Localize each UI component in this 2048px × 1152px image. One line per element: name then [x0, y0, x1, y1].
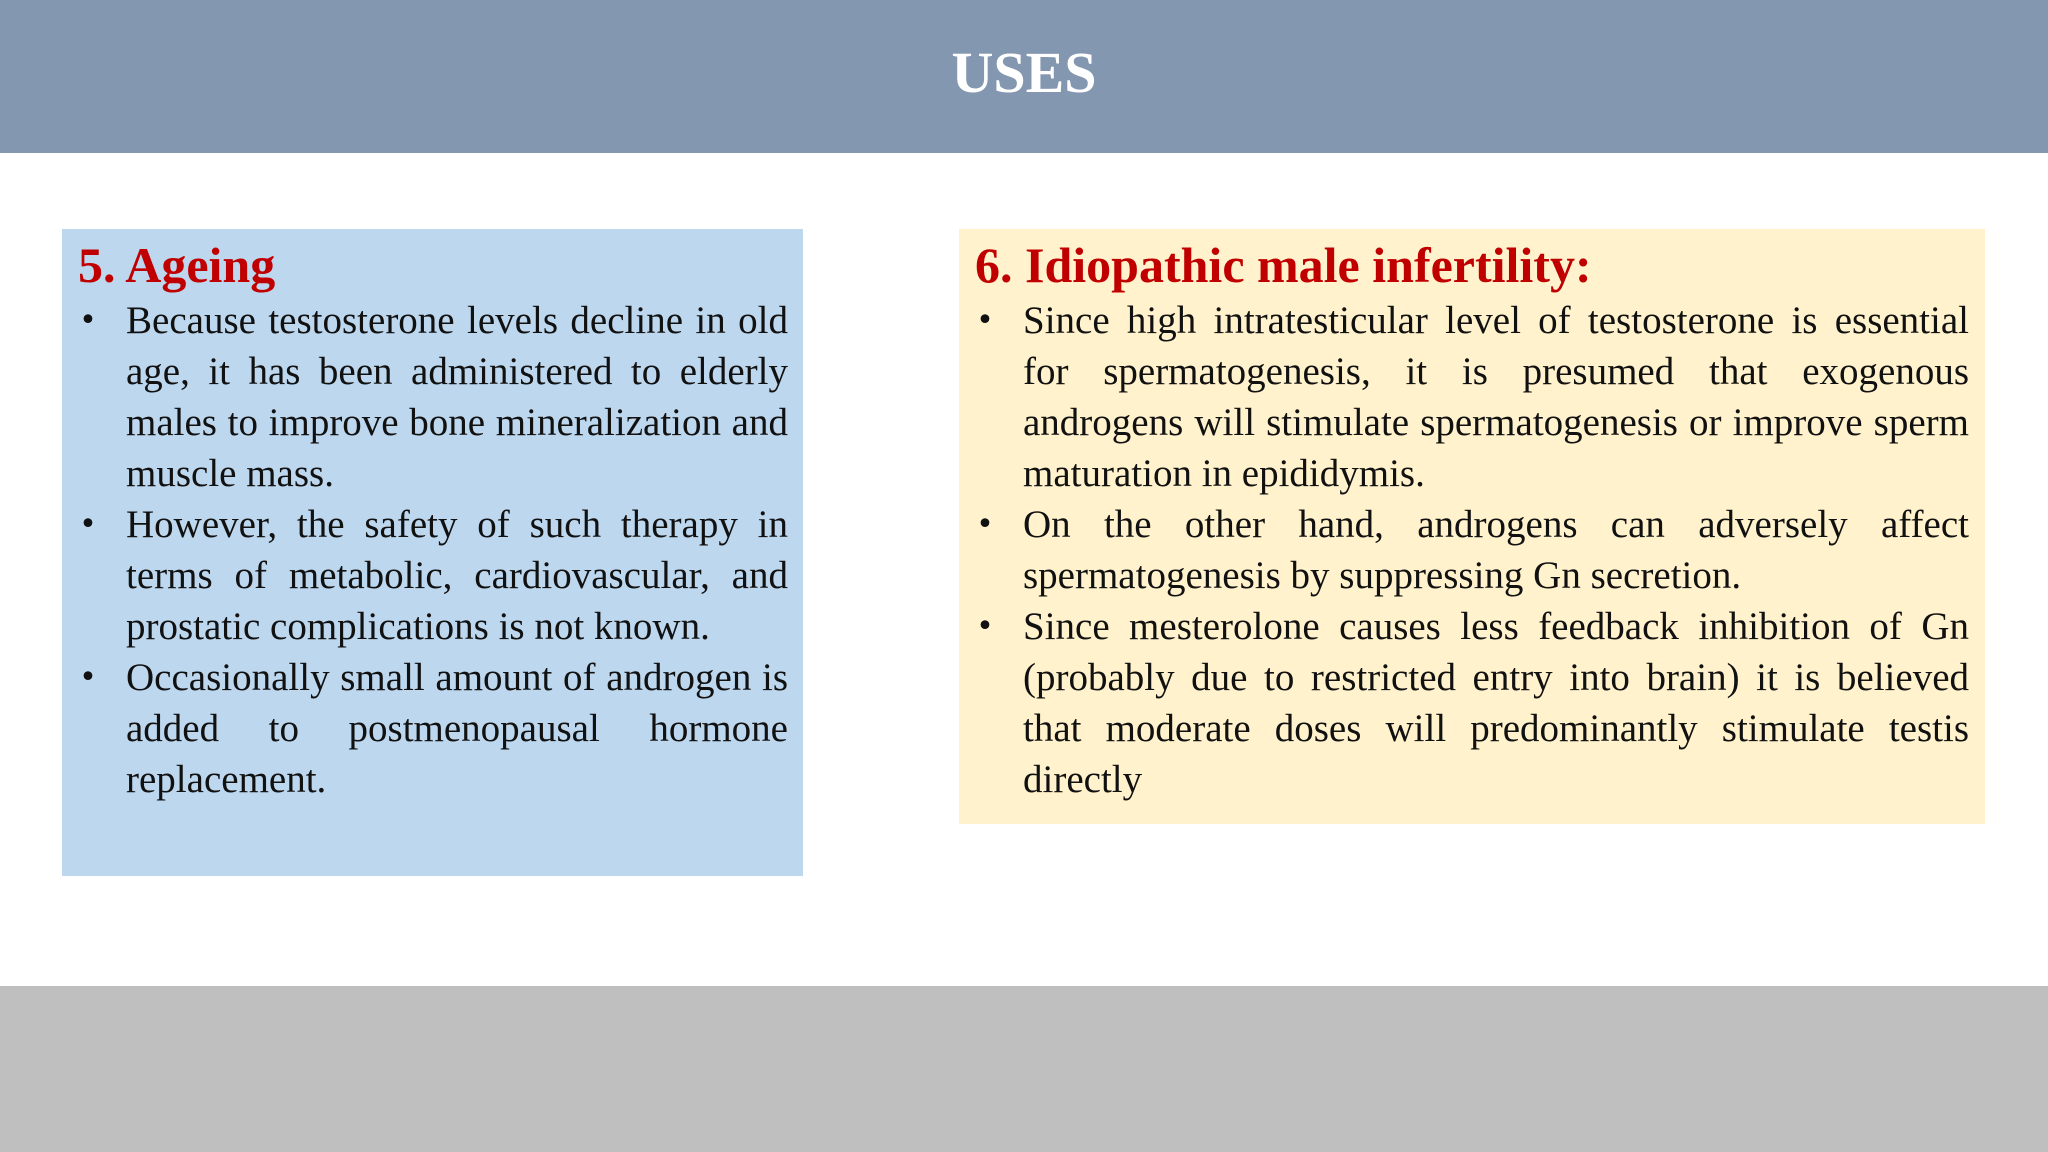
bullet-icon: •	[79, 660, 97, 695]
ageing-bullet-2-text: However, the safety of such therapy in terms of metabolic, cardiovascular, and prostatic complications is not known.	[126, 503, 788, 648]
infertility-bullet-2-text: On the other hand, androgens can adversely affect spermatogenesis by suppressing Gn secretion.	[1023, 503, 1969, 597]
bullet-icon: •	[79, 507, 97, 542]
ageing-heading: 5. Ageing	[78, 237, 276, 293]
infertility-heading: 6. Idiopathic male infertility:	[975, 237, 1592, 293]
bullet-icon: •	[976, 507, 994, 542]
ageing-bullet-list	[78, 295, 788, 805]
ageing-box	[62, 229, 803, 876]
ageing-bullet-1-text: Because testosterone levels decline in old age, it has been administered to elderly males to improve bone mineralization and muscle mass.	[126, 299, 788, 495]
ageing-bullet-3-text: Occasionally small amount of androgen is added to postmenopausal hormone replacement.	[126, 656, 788, 801]
infertility-bullet-1-text: Since high intratesticular level of testosterone is essential for spermatogenesis, it is presumed that exogenous androgens will stimulate spermatogenesis or improve sperm maturation in epididymis.	[1023, 299, 1969, 495]
bullet-icon: •	[976, 609, 994, 644]
infertility-bullet-2	[975, 499, 1969, 601]
ageing-bullet-1	[78, 295, 788, 499]
infertility-bullet-3-text: Since mesterolone causes less feedback inhibition of Gn (probably due to restricted entry into brain) it is believed that moderate doses will predominantly stimulate testis directly	[1023, 605, 1969, 801]
bullet-icon: •	[79, 303, 97, 338]
infertility-bullet-1	[975, 295, 1969, 499]
infertility-box	[959, 229, 1985, 824]
ageing-bullet-2	[78, 499, 788, 652]
infertility-bullet-3	[975, 601, 1969, 805]
footer-band	[0, 986, 2048, 1152]
slide-title: USES	[951, 40, 1097, 105]
ageing-bullet-3	[78, 652, 788, 805]
infertility-bullet-list	[975, 295, 1969, 805]
bullet-icon: •	[976, 303, 994, 338]
